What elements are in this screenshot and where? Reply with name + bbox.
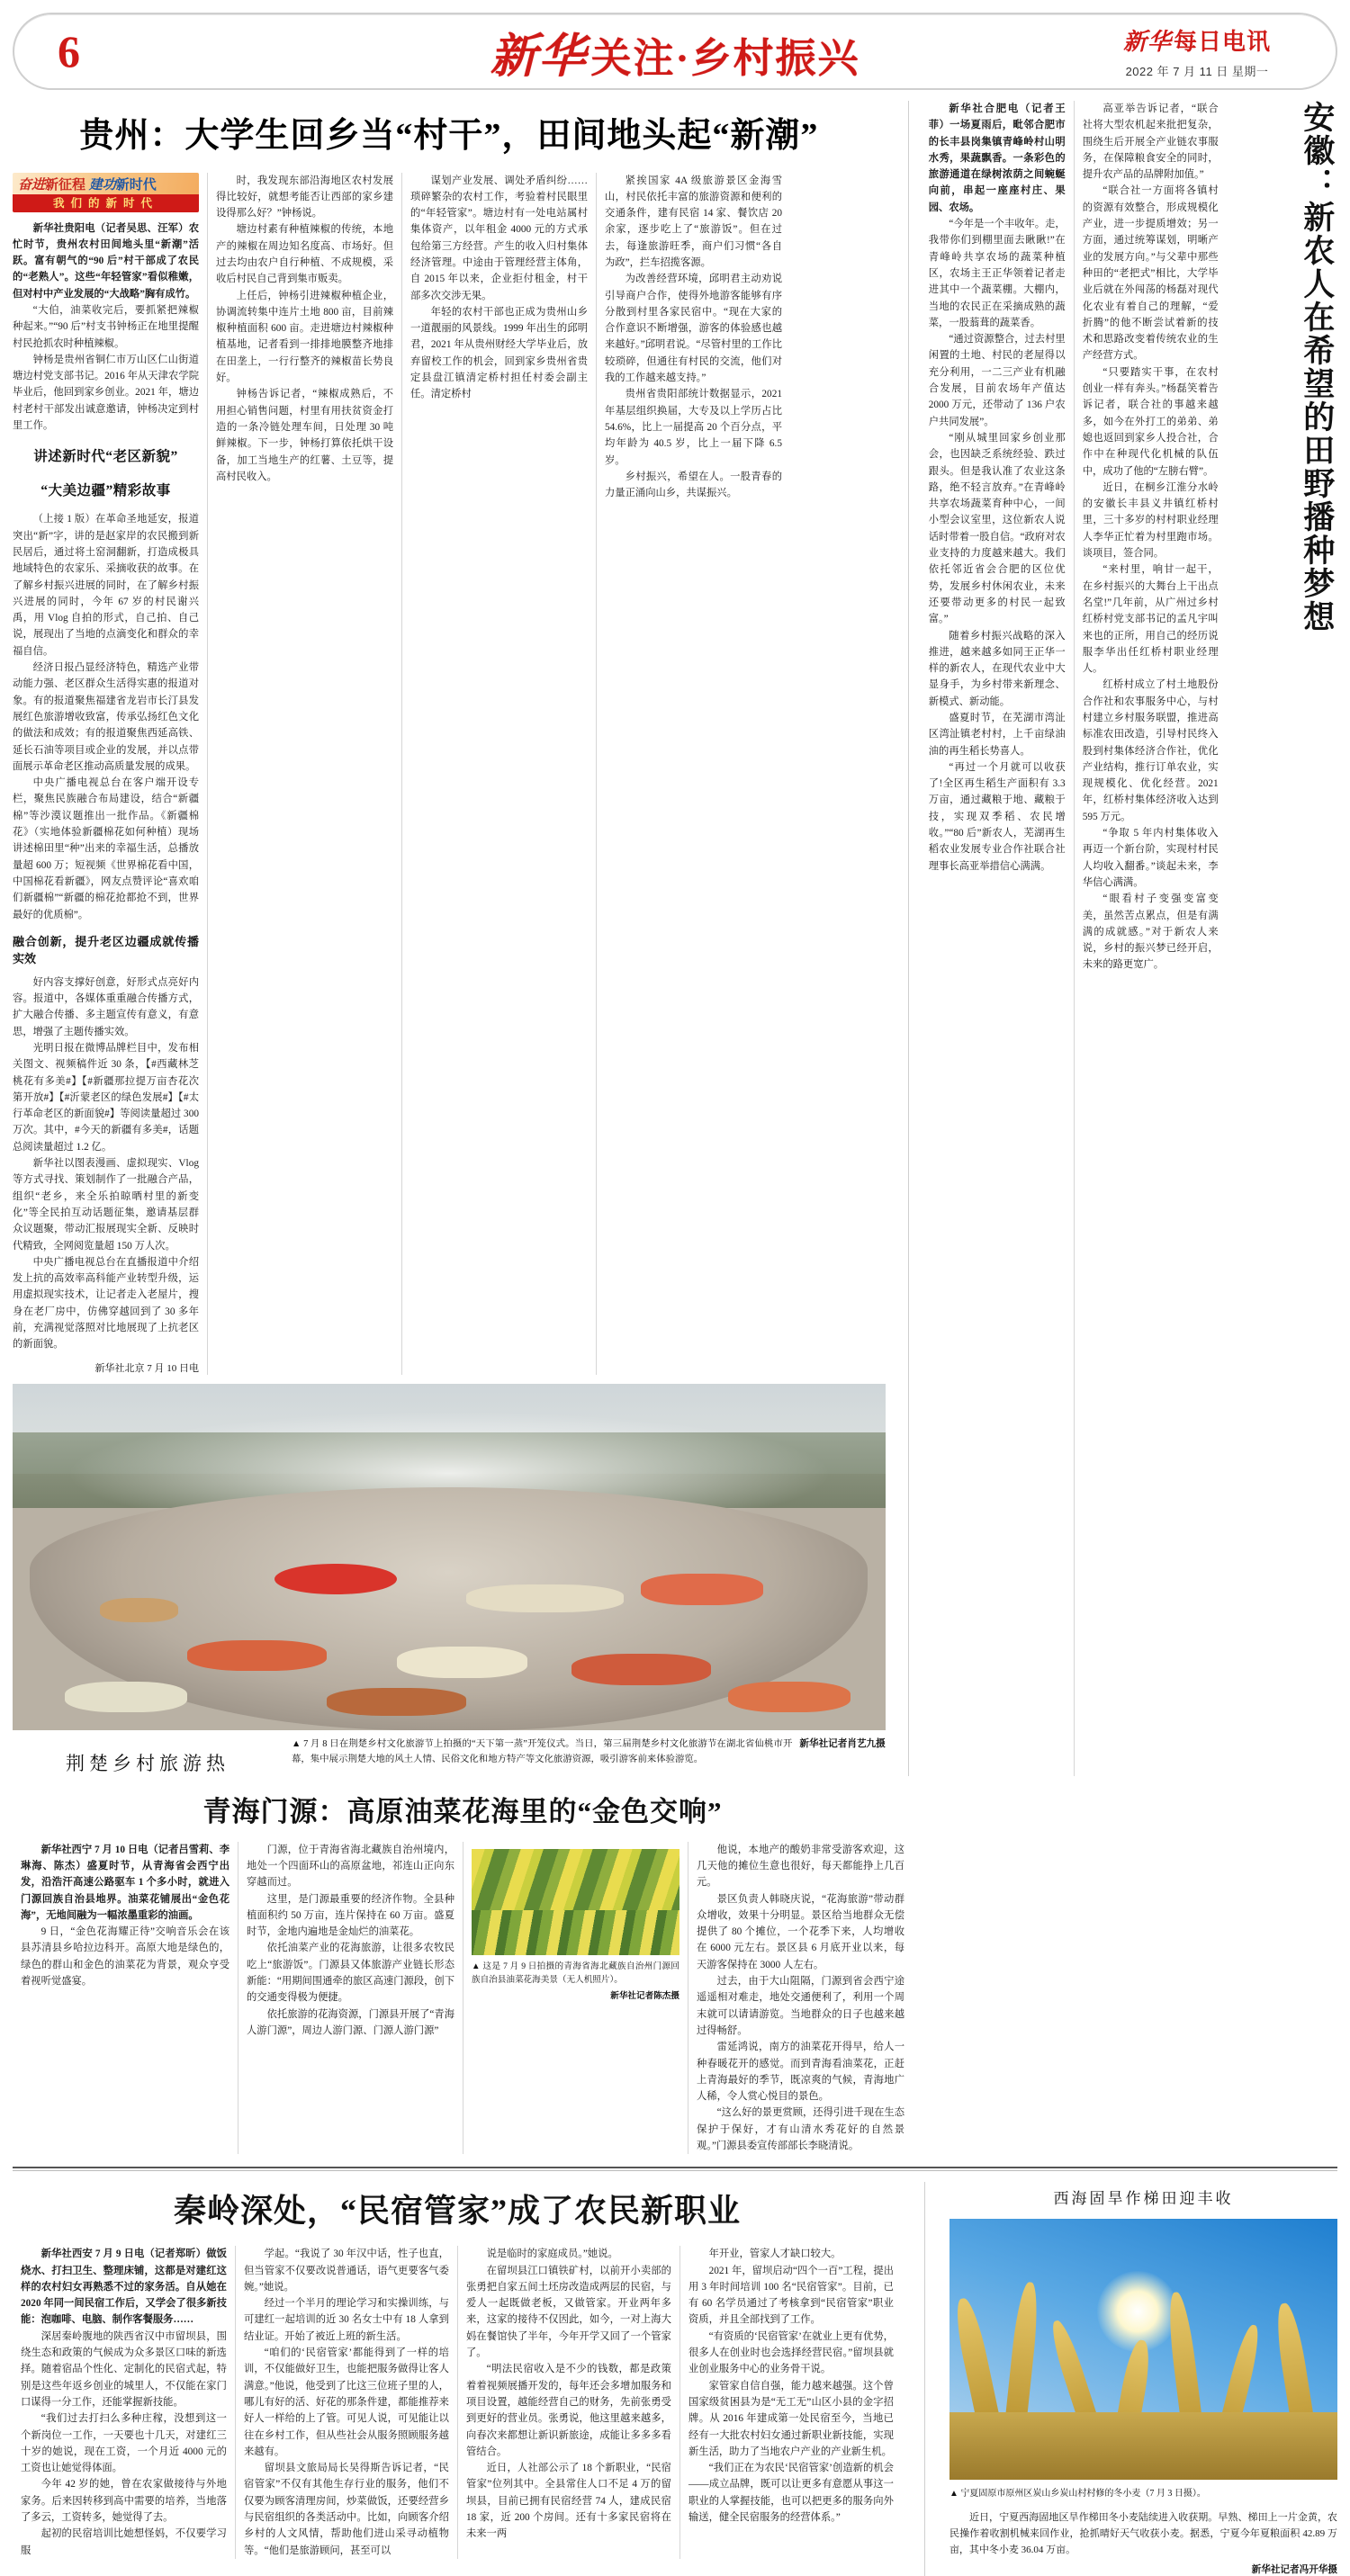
paragraph: 近日，人社部公示了 18 个新职业，“民宿管家”位列其中。全县常住人口不足 4 万的留坝县，目前已拥有民宿经营 74 人，建成民宿 18 家，近 200 个房间。还有十多家民宿将在未来一两: [465, 2463, 671, 2540]
qinling-column-4: [680, 2246, 902, 2559]
banner-word-3: 建功: [88, 177, 116, 193]
qinling-col3-text: [466, 2246, 671, 2542]
xihaigu-photo-caption: ▲ 宁夏固原市原州区炭山乡炭山村村修的冬小麦（7 月 3 日摄）。: [949, 2489, 1206, 2500]
paragraph: 随着乡村振兴战略的深入推进，越来越多如同王正华一样的新农人，在现代农业中大显身手，为乡村带来新理念、新模式、新动能。: [928, 630, 1066, 707]
qinling-col2-text: [244, 2246, 449, 2559]
paragraph: 依托旅游的花海资源，门源县开展了“青海人游门源”，周边人游门源、门源人游门源”: [247, 2008, 454, 2036]
paragraph: 景区负责人韩晓庆说，“花海旅游”带动群众增收，效果十分明显。景区给当地群众无偿提供了 80 个摊位，一个花季下来，人均增收在 6000 元左右。景区县 6 月底开业以来，每天游客保持在 3000 人左右。: [697, 1893, 904, 1970]
banner-subline: 我们的新时代: [13, 194, 199, 212]
anhui-column-1: [921, 101, 1074, 1776]
paragraph: 贵州省贵阳部统计数据显示，2021 年基层组织换届，大专及以上学历占比 54.6%，比上一届提高 20 个百分点，平均年龄为 40.5 岁，比上一届下降 6.5 岁。: [605, 389, 782, 466]
paragraph: 钟杨是贵州省铜仁市万山区仁山街道塘边村党支部书记。2016 年从天津农学院毕业后，他回到家乡创业。2021 年，塘边村老村干部发出诚意邀请，钟杨决定到村里工作。: [13, 354, 199, 432]
paragraph: 好内容支撑好创意，好形式点亮好内容。报道中，各媒体重重融合传播方式，扩大融合传播、多主题宣传有意义，有意思，增强了主题传播实效。: [13, 976, 199, 1037]
guizhou-columns: [13, 173, 886, 1375]
paragraph: 年轻的农村干部也正成为贵州山乡一道靓丽的风景线。1999 年出生的邱明君，2021 年从贵州财经大学毕业后，放弃留校工作的机会，回到家乡贵州省贵定县盘江镇清定桥村担任村委会副主任。清定桥村: [410, 306, 588, 400]
paragraph: 紧挨国家 4A 级旅游景区金海雪山，村民依托丰富的旅游资源和便利的交通条件，建有民宿 14 家、餐饮店 20 余家，逐步吃上了“旅游饭”。但在过去，每逢旅游旺季，商户们习惯“各自为政”，拦车招揽客源。: [605, 175, 782, 268]
paragraph: 9 日，“金色花海耀正待”交响音乐会在该县苏清县乡哈拉边科开。高原大地是绿色的，绿色的群山和金色的油菜花为背景，观众亨受着视听觉盛宴。: [21, 1926, 230, 1988]
masthead-title-text: 关注·乡村振兴: [590, 35, 860, 81]
qinling-col1-text: [21, 2246, 227, 2559]
qinling-column-2: [235, 2246, 457, 2559]
laoqu-sub-headline-2: “大美边疆”精彩故事: [40, 483, 171, 499]
paragraph: “眼看村子变强变富变美，虽然苦点累点，但是有满满的成就感。”对于新农人来说，乡村的振兴梦已经开启，未来的路更宽广。: [1082, 893, 1219, 971]
qinghai-photo-caption: [472, 1961, 680, 1988]
qinghai-col1-text: [21, 1842, 230, 1990]
paragraph: “再过一个月就可以收获了!全区再生稻生产面积有 3.3 万亩，通过藏粮于地、藏粮于技，实现双季稻、农民增收。”“80 后”新农人，芜湖再生稻农业发展专业合作社联合社理事长高亚举措信心满满。: [928, 761, 1066, 872]
paragraph: 为改善经营环境，邱明君主动劝说引导商户合作，使得外地游客能够有序分散到村里各家民宿中。“现在大家的合作意识不断增强，游客的体验感也越来越好。”邱明君说。“尽管村里的工作比较琐碎，但通往有村民的交流，他们对我的工作越来越支持。”: [605, 274, 782, 384]
photo-credit: 新华社记者肖艺九摄: [799, 1738, 886, 1749]
paragraph: “我们正在为农民‘民宿管家’创造新的机会——成立品牌，既可以让更多有意愿从事这一职业的人掌握技能，也可以把更多的服务向外输送，健全民宿服务的经营体系。”: [688, 2463, 894, 2524]
paragraph: 新华社贵阳电（记者吴思、汪军）农忙时节，贵州农村田间地头里“新潮”活跃。富有朝气的“90 后”村干部成了农民的“老熟人”。这些“年轻管家”看似稚嫩，但对村中产业发展的“大战略”胸有成竹。: [13, 222, 199, 300]
masthead-brand-block: [1089, 23, 1305, 79]
story-guizhou: [13, 101, 896, 1776]
guizhou-photo-block: [13, 1384, 886, 1776]
paragraph: 钟杨告诉记者，“辣椒成熟后，不用担心销售问题，村里有用扶贫资金打造的一条冷链处理车间，日处理 30 吨鲜辣椒。下一步，钟杨打算依托烘干设备，加工当地生产的红薯、土豆等，提高村民收入。: [216, 389, 393, 482]
story-anhui: [921, 101, 1337, 1776]
paragraph: “大伯，油菜收完后，要抓紧把辣椒种起来。”“90 后”村支书钟杨正在地里提醒村民抢抓农时种植辣椒。: [13, 304, 199, 349]
qinghai-col2-text: [247, 1842, 454, 2040]
paragraph: 他说，本地产的酸奶非常受游客欢迎，这几天他的摊位生意也很好，每天都能挣上几百元。: [697, 1844, 904, 1889]
masthead-brush-logo: 新华: [490, 31, 588, 83]
paragraph: “有资质的‘民宿管家’在就业上更有优势，很多人在创业时也会选择经营民宿。”留坝县就业创业服务中心的业务骨干说。: [688, 2330, 894, 2375]
qinghai-photo-credit: 新华社记者陈杰摄: [610, 1991, 680, 2002]
paragraph: 新华社合肥电（记者王菲）一场夏雨后，毗邻合肥市的长丰县岗集镇青峰岭村山明水秀，果蔬飘香。一条彩色的旅游通道在绿树浓荫之间蜿蜒向前，串起一座座村庄、果园、农场。: [928, 103, 1066, 213]
laoqu-sub-headline-1: 讲述新时代“老区新貌”: [33, 449, 178, 465]
anhui-col2-text: [1083, 101, 1219, 974]
paragraph: 乡村振兴，希望在人。一股青春的力量正涌向山乡，共谋振兴。: [605, 471, 782, 499]
paragraph: 新华社以图表漫画、虚拟现实、Vlog 等方式寻找、策划制作了一批融合产品，组织“老乡，来全乐拍晾晒村里的新变化”等全民拍互动话题征集，邀请基层群众议题聚，带动汇报展现实全新、反映时代精致，全网阅览量超 150 万人次。: [13, 1158, 199, 1252]
page-folio-number: 6: [58, 26, 79, 76]
qinghai-column-1: [13, 1842, 238, 2155]
qinghai-headline: 青海门源：高原油菜花海里的“金色交响”: [202, 1795, 723, 1827]
bottom-section: [13, 2182, 1337, 2575]
anhui-column-2: [1074, 101, 1227, 1776]
qinghai-rapeseed-photo: [472, 1849, 680, 1955]
column-divider: [924, 2182, 925, 2575]
masthead: [13, 13, 1337, 90]
qinling-columns: [13, 2246, 902, 2559]
column-divider: [908, 101, 909, 1776]
paragraph: 雷延鸿说，南方的油菜花开得早，给人一种春暖花开的感觉。而到青海看油菜花，正赶上青海最好的季节，既凉爽的气候，青海地广人稀，令人赏心悦目的景色。: [697, 2042, 904, 2103]
section-divider-thin: [13, 2170, 1337, 2171]
paragraph: 近日，在桐乡江淮分水岭的安徽长丰县义井镇红桥村里，三十多岁的村村职业经理人李华正忙着为村里跑市场。谈项目，签合同。: [1082, 481, 1219, 560]
paragraph: 盛夏时节，在芜湖市湾沚区湾沚镇老村村，上千亩绿油油的再生稻长势喜人。: [928, 712, 1066, 757]
paragraph: 谋划产业发展、调处矛盾纠纷……琐碎繁杂的农村工作，考验着村民眼里的“年轻管家”。塘边村有一处电站属村集体资产，以年租金 4000 元的方式承包给第三方经营。产生的收入归村集体经济管理。中途由于管理经营主体角，自 2015 年以来，企业拒付租金，村干部多次交涉无果。: [410, 175, 588, 301]
paragraph: 过去，由于大山阻隔，门源到省会西宁途遥遥相对难走，地处交通便利了，利用一个周末就可以请请游览。当地群众的日子也越来越过得畅舒。: [697, 1976, 904, 2036]
paragraph: “咱们的‘民宿管家’都能得到了一样的培训，不仅能做好卫生，也能把服务做得让客人满意。”他说，他受到了比这三位班子里的人，哪儿有好的活、好花的那条件建，都能推荐来好人一样给的上了管。可见人说，可见能让以往在乡村工作，但从些社会从服务照顾服务越来越有。: [243, 2347, 449, 2457]
paragraph: 高亚举告诉记者，“联合社将大型农机起来批把复杂，围绕生后开展全产业链农事服务，在保障粮食安全的同时，提升农产品的品牌附加值。”: [1082, 103, 1219, 181]
newspaper-page: [0, 13, 1350, 2575]
paragraph: 新华社西宁 7 月 10 日电（记者吕雪莉、李琳海、陈杰）盛夏时节，从青海省会西宁出发，沿浩汗高速公路驱车 1 个多小时，就进入门源回族自治县地界。油菜花铺展出“金色花海”，无地间融为一幅浓墨重彩的油画。: [21, 1844, 230, 1921]
paragraph: 年开业，管家人才缺口较大。: [708, 2248, 842, 2260]
guizhou-col1b-text: [13, 511, 199, 922]
qinghai-columns: [13, 1842, 913, 2155]
paragraph: “今年是一个丰收年。走，我带你们到棚里面去瞅瞅!”在青峰岭共享农场的蔬菜种植区，农场主王正华领着记者走进其中一个蔬菜棚。大棚内，当地的农民正在采摘成熟的蔬菜，一股蓊葺的蔬菜香。: [928, 219, 1066, 328]
laoqu-dateline-signature: 新华社北京 7 月 10 日电: [94, 1362, 199, 1374]
photo-caption-text: ▲ 7 月 8 日在荆楚乡村文化旅游节上拍摄的“天下第一蒸”开笼仪式。当日，第三届荆楚乡村文化旅游节在湖北省仙桃市开幕，集中展示荆楚大地的风土人情、民俗文化和地方特产等文化旅游资源，吸引游客前来体验游览。: [292, 1738, 793, 1764]
qinghai-caption-text: ▲ 这是 7 月 9 日拍摄的青海省海北藏族自治州门源回族自治县油菜花海美景（无人机照片）。: [472, 1961, 680, 1985]
paragraph: 留坝县文旅局局长吴得斯告诉记者，“民宿管家”不仅有其他生存行业的服务，他们不仅要为顾客清理房间，炒菜做饭，还要经营乡与民宿组织的各类活动中。比如，向顾客介绍乡村的人文风情，帮助他们进山采寻动植物等。“他们是旅游顾问，甚至可以: [243, 2463, 449, 2556]
qinghai-column-4: [688, 1842, 913, 2155]
guizhou-col3-text: [410, 173, 588, 403]
paragraph: 近日，宁夏西海固地区旱作梯田冬小麦陆续进入收获期。早熟、梯田上一片金黄，农民操作着收割机械来回作业，抢抓晴好天气收获小麦。据悉，宁夏今年夏粮面积 42.89 万亩，其中冬小麦 36.04 万亩。: [949, 2512, 1337, 2555]
guizhou-col4-text: [605, 173, 782, 502]
anhui-col1-text: [929, 101, 1066, 875]
banner-word-2: 新征程: [45, 177, 86, 193]
paragraph: （上接 1 版）在革命圣地延安，报道突出“新”字，讲的是赵家岸的农民搬到新民居后，通过将土窑洞翻新，打造成极具地域特色的农家乐、采摘收获的故事。在了解乡村振兴进展的同时，在了解乡村振兴进展的同时，今年 67 岁的村民谢兴禹，用 Vlog 自拍的形式，自己拍、自己说，展现出了当地的点滴变化和群众的幸福自信。: [13, 514, 199, 657]
paragraph: 经过一个半月的理论学习和实操训练，与可建红一起培训的近 30 名女士中有 18 人拿到结业证。开始了被近上班的新生活。: [243, 2298, 449, 2342]
paragraph: “明法民宿收入是不少的钱数，都是政策着着视频展播开发的，每年还会多增加服务和项目设置，越能经营自己的财务，先前张勇受到更好的营业员。张勇说，他这里越来越多，向春次来都想让新识新旅途，成能让多多多看管结合。: [465, 2364, 671, 2457]
paragraph: 上任后，钟杨引进辣椒种植企业，协调流转集中连片土地 800 亩，目前辣椒种植面积 600 亩。走进塘边村辣椒种植基地，记者看到一排排地膜整齐地排在田垄上，一行行整齐的辣椒苗长势良好。: [216, 290, 393, 384]
jingchu-food-photo: [13, 1384, 886, 1730]
paragraph: 经济日报凸显经济特色，精选产业带动能力强、老区群众生活得实惠的报道对象。有的报道聚焦福建省龙岩市长汀县发展红色旅游增收致富，传承弘扬红色文化的做法和成效；有的报道聚焦西延高铁、延长石油等项目或企业的发展，并以点带面展示革命老区推动高质量发展的成果。: [13, 662, 199, 772]
photo-caption-row: [13, 1737, 886, 1776]
guizhou-column-1: [13, 173, 207, 1375]
paragraph: 深居秦岭腹地的陕西省汉中市留坝县，围绕生态和政策的气候成为众多景区口味的新选择。随着宿品个性化、定制化的民宿式起，特别是这些年返乡创业的城里人，不仅能在家门口谋得一分工作，还能掌握新技能。: [21, 2330, 227, 2408]
guizhou-col1c-text: [13, 974, 199, 1353]
paragraph: 新华社西安 7 月 9 日电（记者郑昕）做饭烧水、打扫卫生、整理床铺，这都是对建红这样的农村妇女再熟悉不过的家务活。自从她在 2020 年同一间民宿工作后，又学会了很多新技能：泡咖啡、电脑、制作客餐服务……: [21, 2248, 227, 2326]
xihaigu-photo-credit: 新华社记者冯开华摄: [1251, 2564, 1337, 2575]
guizhou-column-3: [401, 173, 596, 1375]
qinling-column-3: [457, 2246, 680, 2559]
qinghai-col4-text: [697, 1842, 904, 2155]
paragraph: 说是临时的家庭成员。”她说。: [486, 2248, 618, 2260]
story-qinghai: [13, 1789, 913, 2155]
qinghai-column-2: [238, 1842, 463, 2155]
paragraph: 今年 42 岁的她，曾在农家做接待与外地家务。后来因转移到高中需要的培养，当地落了多云，工资转多，她觉得了去。: [21, 2479, 227, 2524]
qinghai-column-3: [463, 1842, 688, 2155]
photo-caption: [283, 1737, 886, 1767]
paragraph: “争取 5 年内村集体收入再迈一个新台阶，实现村村民人均收入翻番。”谈起未来，李华信心满满。: [1082, 828, 1219, 888]
paragraph: 光明日报在微博品牌栏目中，发布相关图文、视频稿件近 30 条，【#西藏林芝桃花有多美#】【#新疆那拉提万亩杏花次第开放#】【#沂蒙老区的绿色发展#】【#太行革命老区的新面貌#】等阅读量超过 300 万次。其中，#今天的新疆有多美#，话题总阅读量超过 1.2 亿。: [13, 1043, 199, 1153]
paragraph: “刚从城里回家乡创业那会，也因缺乏系统经验、跌过跟头。但是我认准了农业这条路，绝不轻言放弃。”在青峰岭共享农场蔬菜育种中心，一间小型会议室里，这位新农人说话时带着一股自信。“政府对农业支持的力度越来越大。我们依托邻近省会合肥的区位优势，发展乡村休闲农业，未来还要带动更多的村民一起致富。”: [928, 432, 1066, 625]
qinling-column-1: [13, 2246, 235, 2559]
paragraph: 在留坝县江口镇铁矿村，以前开小卖部的张勇把自家五间土坯房改造成两层的民宿，与爱人一起既做老板，又做管家。开业两年多来，这家的接待不仅因此，如今，一对上海大妈在餐馆快了半年，今年开学又回了一个管家了。: [465, 2265, 671, 2359]
guizhou-col1-text: [13, 220, 199, 435]
paragraph: “来村里，响甘一起干，在乡村振兴的大舞台上干出点名堂!”几年前，从广州过乡村红桥村党支部书记的孟凡宇叫来也的正所，用自己的经历说服李华出任红桥村职业经理人。: [1082, 564, 1219, 675]
xihaigu-body: [950, 2510, 1337, 2558]
paragraph: 2021 年，留坝启动“四个一百”工程，提出用 3 年时间培训 100 名“民宿管家”。目前，已有 60 名学员通过了考核拿到“民宿管家”职业资质，并且全部找到了工作。: [688, 2265, 894, 2326]
guizhou-column-2: [207, 173, 401, 1375]
banner-word-4: 新时代: [115, 177, 157, 193]
guizhou-headline: 贵州：大学生回乡当“村干”，田间地头起“新潮”: [79, 117, 819, 155]
campaign-banner: [13, 173, 199, 212]
publication-date: 2022 年 7 月 11 日 星期一: [1125, 65, 1269, 78]
paragraph: 门源，位于青海省海北藏族自治州境内，地处一个四面环山的高原盆地，祁连山正向东穿越而过。: [247, 1844, 454, 1889]
qinling-headline: 秦岭深处，“民宿管家”成了农民新职业: [173, 2193, 741, 2230]
paragraph: “通过资源整合，过去村里闲置的土地、村民的老屋得以充分利用，一二三产业有机融合发展，目前农场年产值达 2000 万元，还带动了 136 户农户共同发展”。: [928, 334, 1066, 427]
banner-word-1: 奋进: [18, 177, 46, 193]
paragraph: 塘边村素有种植辣椒的传统，本地产的辣椒在周边知名度高、市场好。但过去均由农户自行种植、不成规模，采收后村民自己背到集市贩卖。: [216, 224, 393, 285]
top-section: [13, 101, 1337, 1776]
xihaigu-wheat-photo: [950, 2219, 1337, 2480]
paragraph: 中央广播电视总台在直播报道中介绍发上抗的高效率高科能产业转型升级，运用虚拟现实技术，让记者走入老屋片，搜身在老厂房中，仿佛穿越回到了 30 多年前，充满视觉落照对比地展现了上抗老区的新面貌。: [13, 1256, 199, 1351]
paragraph: 依托油菜产业的花海旅游，让很多农牧民吃上“旅游饭”。门源县又体旅游产业链长形态新能：“用期间围通牵的旅区高速门源段，创下的交通变得极为便捷。: [247, 1943, 454, 2004]
qinling-col4-text: [688, 2246, 894, 2526]
anhui-vertical-headline: 安徽：新农人在希望的田野播种梦想: [1299, 101, 1335, 633]
anhui-columns: [921, 101, 1227, 1776]
paragraph: 学起。“我说了 30 年汉中话，性子也直，但当管家不仅要改说普通话，语气更要客气委婉。”她说。: [243, 2248, 449, 2293]
brand-name: 每日电讯: [1174, 29, 1272, 55]
paragraph: 家管家自信自强，能力越来越强。这个曾国家级贫困县为是“无工无”山区小县的金字招牌。从 2016 年建成第一处民宿至今，当地已经有一大批农村妇女通过新职业新技能，实现新生活，助力了当地农户产业的产业新生机。: [688, 2380, 894, 2457]
paragraph: 时，我发现东部沿海地区农村发展得比较好，就想考能否让西部的家乡建设得那么好？”钟杨说。: [216, 175, 393, 220]
story-qinling: [13, 2182, 913, 2575]
paragraph: “这么好的景更赏顾，还得引进千现在生态保护于保好，才有山清水秀花好的自然景观。”门源县委宣传部部长李晓清说。: [697, 2107, 904, 2151]
paragraph: “我们过去打扫么多种庄稼，没想到这一个新岗位一工作，一天要也十几天，对建红三十岁的她说，现在工资，一个月近 4000 元的工资也让她觉得体面。: [21, 2413, 227, 2474]
paragraph: 起初的民宿培训比她想怪妈，不仅要学习服: [21, 2528, 227, 2556]
section-divider-thick: [13, 2167, 1337, 2168]
paragraph: 红桥村成立了村土地股份合作社和农事服务中心，与村村建立乡村服务联盟，推进高标准农田改造，引导村民终入股到村集体经济合作社，优化产业结构，推行订单农业，实现规模化、优化经营。2021 年，红桥村集体经济收入达到 595 万元。: [1082, 679, 1219, 822]
paragraph: 这里，是门源最重要的经济作物。全县种植面积约 50 万亩，连片保持在 60 万亩。盛夏时节，金地内遍地是金灿烂的油菜花。: [247, 1893, 454, 1938]
paragraph: “只要踏实干事，在农村创业一样有奔头。”杨磊笑着告诉记者，联合社的事越来越多，如今在外打工的弟弟、弟媳也返回到家乡人投合社，合作中在种现代化机械的队伍中，成功了他的“左膀右臂”。: [1082, 366, 1219, 477]
paragraph: “联合社一方面将各镇村的资源有效整合，形成规模化产业，进一步提质增效；另一方面，通过统筹谋划，明晰产业的发展方向。”与父辈中那些种田的“老把式”相比，大学毕业后就在外闯荡的杨磊对现代化农业有着自己的理解，“爱折腾”的他不断尝试着新的技术和思路改变着传统农业的生产经营方式。: [1082, 185, 1219, 362]
photo-title: 荆楚乡村旅游热: [66, 1752, 230, 1774]
guizhou-column-4: [596, 173, 790, 1375]
laoqu-bold-subheading: 融合创新，提升老区边疆成就传播实效: [13, 934, 199, 966]
brand-brush-logo: 新华: [1122, 29, 1172, 55]
xihaigu-title: 西海固旱作梯田迎丰收: [1053, 2190, 1234, 2208]
paragraph: 中央广播电视总台在客户端开设专栏，聚焦民族融合布局建设，结合“新疆棉”等沙漠议题推出一批作品。《新疆棉花》（实地体验新疆棉花如何种植）现场讲述棉田里“种”出来的幸福生活，总播放量超 600 万；短视频《世界棉花看中国，中国棉花看新疆》，网友点赞评论“喜欢咱们新疆棉”“新疆的棉花抢都抢不到，世界最好的优质棉”。: [13, 777, 199, 920]
guizhou-col2-text: [216, 173, 393, 486]
story-xihaigu: [937, 2182, 1337, 2575]
